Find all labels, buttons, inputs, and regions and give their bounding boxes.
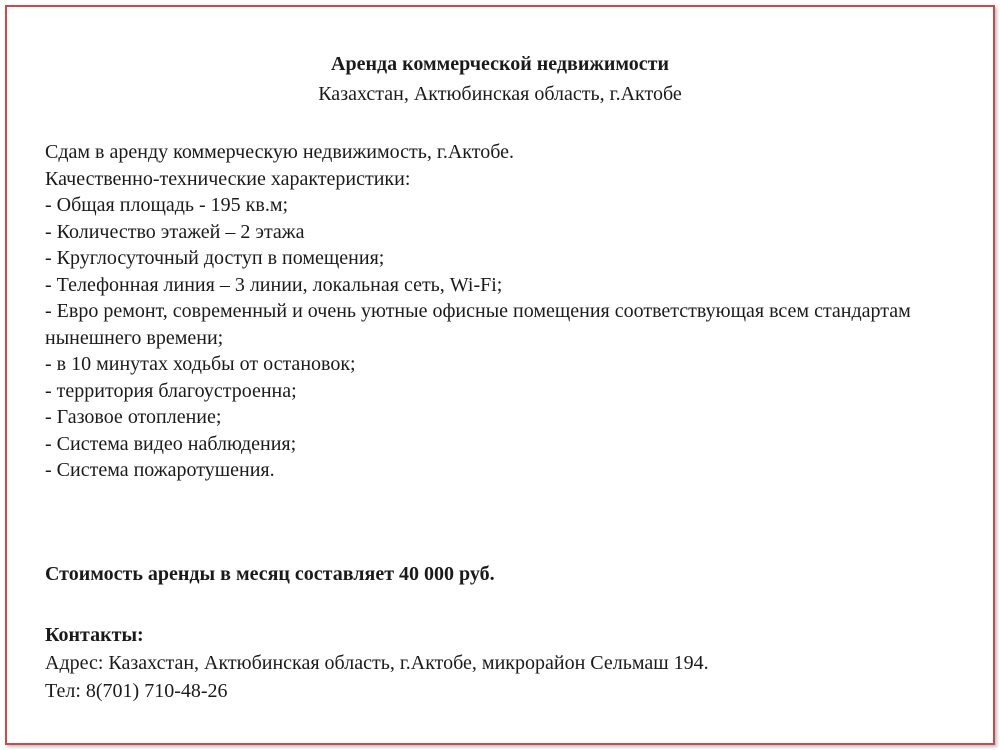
intro-text: Сдам в аренду коммерческую недвижимость, г.Актобе. [45,141,514,163]
feature-item-transport: - в 10 минутах ходьбы от остановок; [45,353,356,375]
feature-item-floors: - Количество этажей – 2 этажа [45,220,305,243]
feature-item-video: - Система видео наблюдения; [45,432,297,455]
feature-item-fire: - Система пожаротушения. [45,459,275,481]
contacts-heading: Контакты: [45,624,144,646]
feature-item-telephone: - Телефонная линия – 3 линии, локальная сеть, Wi-Fi; [45,273,503,296]
contact-phone: Тел: 8(701) 710-48-26 [45,680,228,702]
feature-item-renovation: - Евро ремонт, современный и очень уютные офисные помещения соответствующая всем стандартам нынешнего времени; [45,300,911,349]
feature-item-heating: - Газовое отопление; [45,406,222,428]
contact-address: Адрес: Казахстан, Актюбинская область, г.Актобе, микрорайон Сельмаш 194. [45,652,709,674]
features-heading: Качественно-технические характеристики: [45,167,411,190]
slide-frame [5,5,995,745]
description [45,139,965,484]
feature-item-area: - Общая площадь - 195 кв.м; [45,194,289,216]
location-subtitle: Казахстан, Актюбинская область, г.Актобе [318,83,682,105]
rent-price: Стоимость аренды в месяц составляет 40 000 руб. [45,563,495,585]
page-title: Аренда коммерческой недвижимости [331,53,669,75]
header [7,49,993,109]
feature-item-access: - Круглосуточный доступ в помещения; [45,247,385,269]
feature-item-territory: - территория благоустроенна; [45,379,297,402]
contacts [45,621,709,705]
